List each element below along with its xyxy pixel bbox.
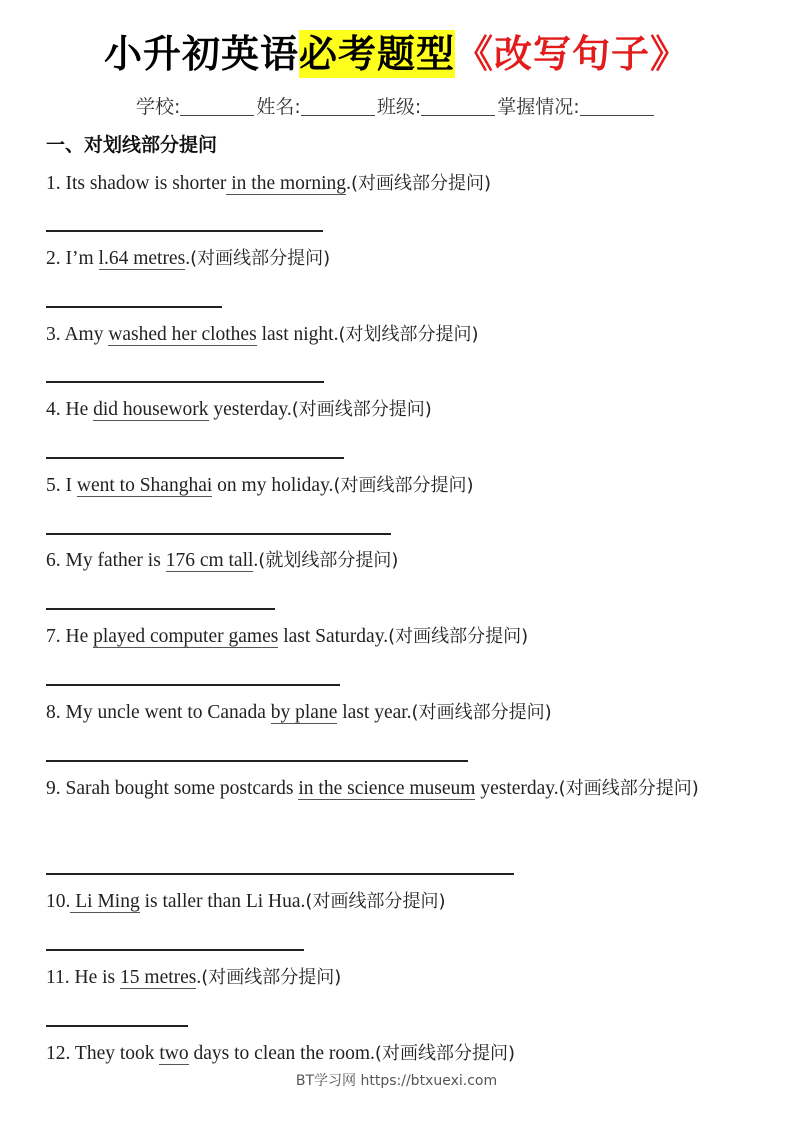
question-7: 7. He played computer games last Saturday.(对画线部分提问)	[46, 626, 529, 647]
instruction: (对画线部分提问)	[291, 399, 432, 420]
school-blank[interactable]	[180, 95, 254, 116]
instruction: (对画线部分提问)	[350, 173, 491, 194]
answer-line-10[interactable]	[46, 949, 304, 951]
instruction: (对画线部分提问)	[333, 475, 474, 496]
title-highlight: 必考题型	[298, 32, 455, 76]
answer-line-9[interactable]	[46, 873, 514, 875]
underlined-phrase: by plane	[270, 702, 338, 723]
underlined-phrase: l.64 metres	[98, 248, 186, 269]
page-title	[0, 30, 793, 78]
title-part-1: 小升初英语	[103, 32, 299, 76]
question-10: 10. Li Ming is taller than Li Hua.(对画线部分提问)	[46, 891, 446, 912]
instruction: (对画线部分提问)	[305, 891, 446, 912]
answer-line-7[interactable]	[46, 684, 340, 686]
underlined-phrase: two	[159, 1043, 189, 1064]
class-label: 班级:	[376, 96, 422, 118]
instruction: (对画线部分提问)	[411, 702, 552, 723]
underlined-phrase: Li Ming	[70, 891, 140, 912]
answer-line-8[interactable]	[46, 760, 468, 762]
question-12: 12. They took two days to clean the room.(对画线部分提问)	[46, 1043, 515, 1064]
underlined-phrase: went to Shanghai	[76, 475, 213, 496]
watermark-footer: BT学习网 https://btxuexi.com	[295, 1073, 498, 1089]
answer-line-4[interactable]	[46, 457, 344, 459]
underlined-phrase: washed her clothes	[108, 324, 257, 345]
question-4: 4. He did housework yesterday.(对画线部分提问)	[46, 399, 432, 420]
question-8: 8. My uncle went to Canada by plane last year.(对画线部分提问)	[46, 702, 552, 723]
underlined-phrase: in the morning	[226, 173, 347, 194]
question-6: 6. My father is 176 cm tall.(就划线部分提问)	[46, 550, 399, 571]
answer-line-11[interactable]	[46, 1025, 188, 1027]
answer-line-2[interactable]	[46, 306, 222, 308]
question-9: 9. Sarah bought some postcards in the science museum yesterday.(对画线部分提问)	[46, 778, 699, 799]
instruction: (对划线部分提问)	[338, 324, 479, 345]
section-heading: 一、对划线部分提问	[46, 134, 218, 156]
answer-line-5[interactable]	[46, 533, 391, 535]
underlined-phrase: 15 metres	[120, 967, 197, 988]
underlined-phrase: played computer games	[93, 626, 279, 647]
name-label: 姓名:	[256, 96, 301, 118]
name-blank[interactable]	[301, 95, 375, 116]
instruction: (对画线部分提问)	[201, 967, 342, 988]
instruction: (对画线部分提问)	[388, 626, 529, 647]
instruction: (对画线部分提问)	[558, 778, 699, 799]
question-1: 1. Its shadow is shorter in the morning.(对画线部分提问)	[46, 173, 491, 194]
question-5: 5. I went to Shanghai on my holiday.(对画线部分提问)	[46, 475, 474, 496]
instruction: (就划线部分提问)	[258, 550, 399, 571]
underlined-phrase: in the science museum	[298, 778, 476, 799]
answer-line-3[interactable]	[46, 381, 324, 383]
question-2: 2. I’m l.64 metres.(对画线部分提问)	[46, 248, 331, 269]
answer-line-1[interactable]	[46, 230, 323, 232]
question-11: 11. He is 15 metres.(对画线部分提问)	[46, 967, 342, 988]
instruction: (对画线部分提问)	[374, 1043, 515, 1064]
question-3: 3. Amy washed her clothes last night.(对划线部分提问)	[46, 324, 479, 345]
mastery-label: 掌握情况:	[497, 96, 580, 118]
student-info-row	[136, 92, 696, 122]
instruction: (对画线部分提问)	[190, 248, 331, 269]
title-red: 《改写句子》	[455, 32, 690, 76]
underlined-phrase: did housework	[93, 399, 209, 420]
mastery-blank[interactable]	[580, 95, 654, 116]
class-blank[interactable]	[421, 95, 495, 116]
underlined-phrase: 176 cm tall	[165, 550, 254, 571]
answer-line-6[interactable]	[46, 608, 275, 610]
school-label: 学校:	[136, 96, 181, 118]
